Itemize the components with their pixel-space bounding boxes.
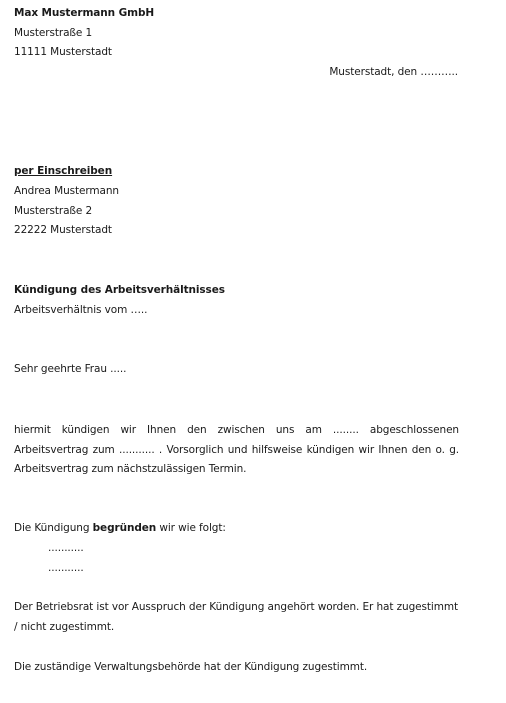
reasons-intro-before: Die Kündigung xyxy=(14,522,93,534)
reasons-intro-bold: begründen xyxy=(92,522,157,534)
sender-city: 11111 Musterstadt xyxy=(14,46,112,58)
subject-line: Kündigung des Arbeitsverhältnisses xyxy=(14,284,225,296)
reason-item-2: ........... xyxy=(48,562,84,574)
recipient-city: 22222 Musterstadt xyxy=(14,224,112,236)
recipient-street: Musterstraße 2 xyxy=(14,205,93,217)
authority-note: Die zuständige Verwaltungsbehörde hat der Kündigung zugestimmt. xyxy=(14,661,368,673)
body-paragraph xyxy=(14,421,459,480)
works-council-line-2: / nicht zugestimmt. xyxy=(14,621,115,633)
recipient-name: Andrea Mustermann xyxy=(14,185,119,197)
delivery-note: per Einschreiben xyxy=(14,165,113,177)
subject-reference: Arbeitsverhältnis vom ….. xyxy=(14,304,148,316)
sender-company: Max Mustermann GmbH xyxy=(14,7,155,19)
reasons-intro xyxy=(14,521,226,535)
date-line: Musterstadt, den ……….. xyxy=(329,66,458,78)
body-line-3: Arbeitsvertrag zum nächstzulässigen Termin. xyxy=(14,463,247,476)
reason-item-1: ........... xyxy=(48,542,84,554)
reasons-intro-after: wir wie folgt: xyxy=(156,522,226,534)
body-line-2: Arbeitsvertrag zum ........... . Vorsorglich und hilfsweise kündigen wir Ihnen den o. g. xyxy=(14,443,459,456)
sender-street: Musterstraße 1 xyxy=(14,27,93,39)
body-line-1: hiermit kündigen wir Ihnen den zwischen uns am ........ abgeschlossenen xyxy=(14,424,459,436)
salutation: Sehr geehrte Frau ..... xyxy=(14,363,127,375)
works-council-line-1: Der Betriebsrat ist vor Ausspruch der Kündigung angehört worden. Er hat zugestimmt xyxy=(14,601,459,613)
